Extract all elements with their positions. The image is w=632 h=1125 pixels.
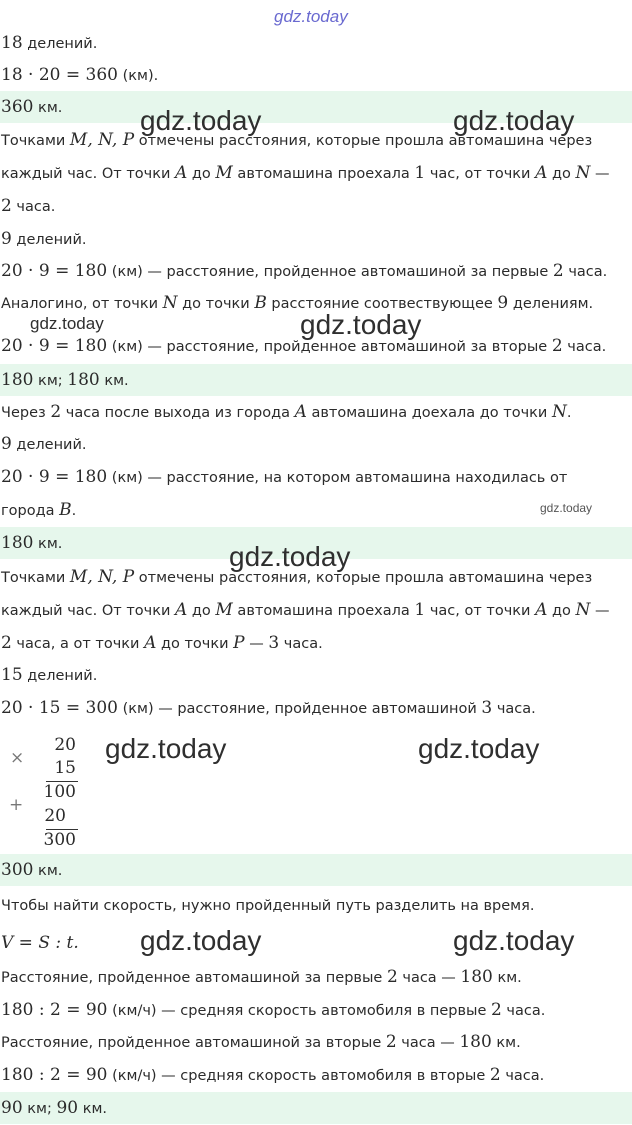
watermark: gdz.today: [300, 309, 422, 340]
watermark: gdz.today: [453, 925, 575, 956]
formula-line: V = S : t.: [1, 933, 79, 953]
text-line: Аналогино, от точки N до точки B расстояние соотвествующее 9 делениям.: [1, 293, 594, 313]
answer-line: 180 км.: [1, 533, 63, 553]
times-sign: ×: [10, 748, 25, 768]
text-line: 20 · 9 = 180 (км) — расстояние, пройденное автомашиной за вторые 2 часа.: [1, 336, 607, 356]
text-line: 180 : 2 = 90 (км/ч) — средняя скорость автомобиля в первые 2 часа.: [1, 1000, 546, 1020]
text-line: 180 : 2 = 90 (км/ч) — средняя скорость автомобиля в вторые 2 часа.: [1, 1065, 545, 1085]
answer-line: 300 км.: [1, 860, 63, 880]
calc-row: 100: [43, 782, 76, 802]
text-line: каждый час. От точки A до M автомашина проехала 1 час, от точки A до N —: [1, 163, 610, 183]
answer-line: 180 км; 180 км.: [1, 370, 129, 390]
watermark: gdz.today: [229, 541, 351, 572]
watermark: gdz.today: [140, 105, 262, 136]
watermark: gdz.today: [540, 501, 593, 515]
calc-row: 15: [54, 758, 76, 778]
text-line: 20 · 9 = 180 (км) — расстояние, на котором автомашина находилась от: [1, 467, 568, 487]
calc-row: 20: [54, 735, 76, 755]
text-line: 18 · 20 = 360 (км).: [1, 65, 159, 85]
watermark: gdz.today: [140, 925, 262, 956]
text-line: 2 часа, а от точки A до точки P — 3 часа.: [1, 633, 323, 653]
text-line: Точками M, N, P отмечены расстояния, которые прошла автомашина через: [1, 567, 593, 587]
watermark: gdz.today: [274, 7, 348, 26]
calc-row: 20: [44, 806, 66, 826]
text-line: каждый час. От точки A до M автомашина проехала 1 час, от точки A до N —: [1, 600, 610, 620]
answer-line: 90 км; 90 км.: [1, 1098, 108, 1118]
text-line: 9 делений.: [1, 434, 87, 454]
text-line: 2 часа.: [1, 196, 56, 216]
text-line: Расстояние, пройденное автомашиной за вторые 2 часа — 180 км.: [1, 1032, 521, 1052]
text-line: Точками M, N, P отмечены расстояния, которые прошла автомашина через: [1, 130, 593, 150]
text-line: Расстояние, пройденное автомашиной за первые 2 часа — 180 км.: [1, 967, 522, 987]
text-line: Через 2 часа после выхода из города A автомашина доехала до точки N.: [1, 402, 572, 422]
calc-row: 300: [43, 830, 76, 850]
watermark: gdz.today: [30, 314, 104, 333]
answer-line: 360 км.: [1, 97, 63, 117]
text-line: 20 · 9 = 180 (км) — расстояние, пройденное автомашиной за первые 2 часа.: [1, 261, 608, 281]
text-line: Чтобы найти скорость, нужно пройденный путь разделить на время.: [1, 898, 535, 914]
text-line: 20 · 15 = 300 (км) — расстояние, пройденное автомашиной 3 часа.: [1, 698, 536, 718]
watermark: gdz.today: [105, 733, 227, 764]
text-line: 9 делений.: [1, 229, 87, 249]
watermark: gdz.today: [453, 105, 575, 136]
plus-sign: +: [9, 795, 24, 815]
watermark: gdz.today: [418, 733, 540, 764]
text-line: 15 делений.: [1, 665, 98, 685]
text-line: города B.: [1, 500, 77, 520]
text-line: 18 делений.: [1, 33, 98, 53]
